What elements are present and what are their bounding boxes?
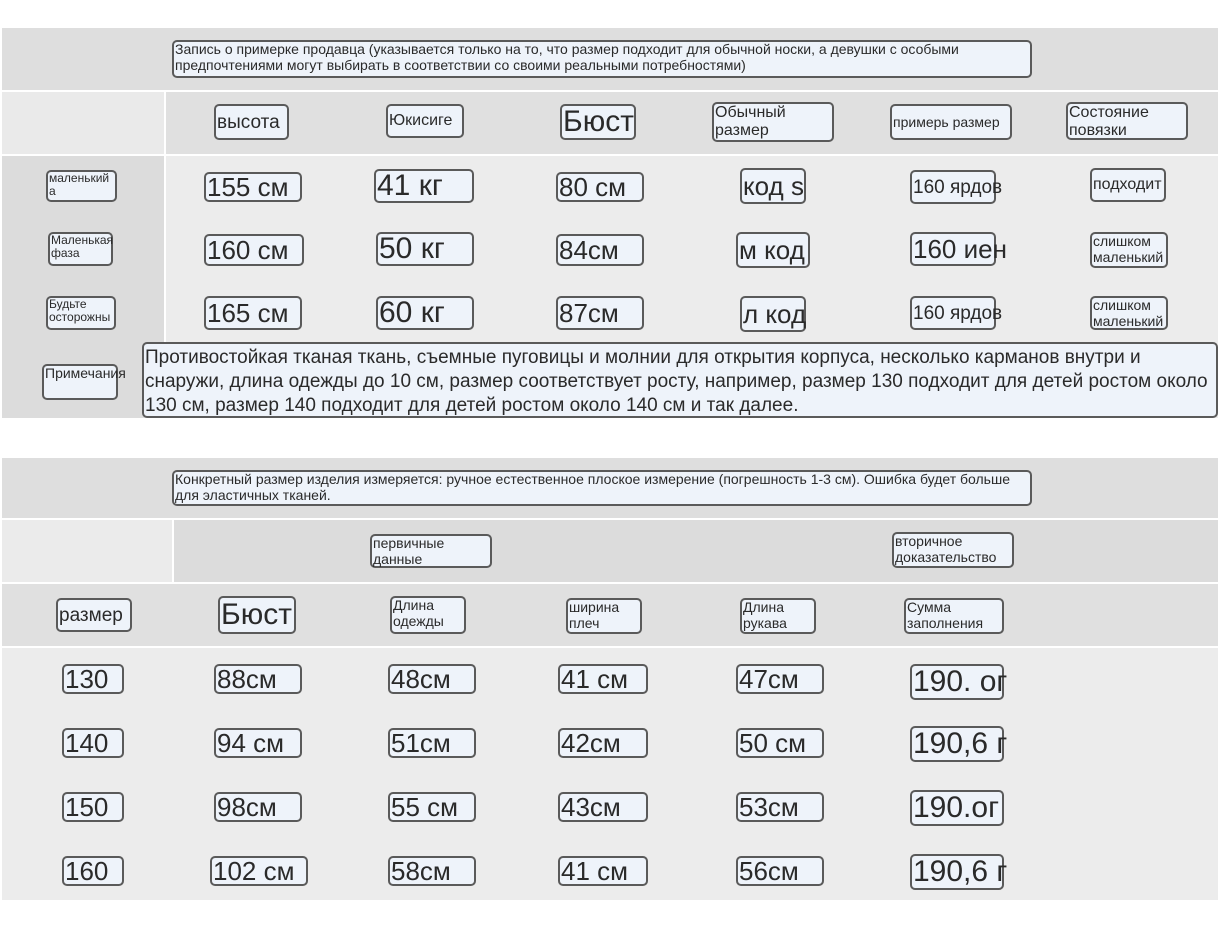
header-fill-amount: Сумма заполнения <box>904 598 1004 634</box>
t2-r1-sleeve: 47см <box>736 664 824 694</box>
table2-group-band <box>174 520 1218 582</box>
t1-r2-tried: 160 иен <box>910 232 996 266</box>
t1-r2-size: м код <box>736 232 810 268</box>
table1-caption: Запись о примерке продавца (указывается только на то, что размер подходит для обычной носки, а девушки с особыми предпочтениями могут выбирать в соответствии со своими реальными потребностями) <box>172 40 1032 78</box>
group-primary-data: первичные данные <box>370 534 492 568</box>
t1-r3-fit: слишком маленький <box>1090 296 1168 330</box>
t2-r4-bust: 102 см <box>210 856 308 886</box>
t2-r2-sleeve: 50 см <box>736 728 824 758</box>
t1-r1-fit: подходит <box>1090 168 1166 202</box>
header-garment-length: Длина одежды <box>390 596 466 634</box>
header-bust: Бюст <box>560 104 636 140</box>
t1-r1-size: код s <box>740 168 806 204</box>
t1-r3-tried: 160 ярдов <box>910 296 996 330</box>
t2-r4-shoulder: 41 см <box>558 856 648 886</box>
header-size: размер <box>56 598 132 632</box>
t1-r3-bust: 87см <box>556 296 644 330</box>
header-bust-2: Бюст <box>218 596 296 634</box>
header-usual-size: Обычный размер <box>712 102 834 142</box>
row-label-1: маленький а <box>46 170 117 202</box>
t2-r1-length: 48см <box>388 664 476 694</box>
t2-r4-length: 58см <box>388 856 476 886</box>
t1-r2-height: 160 см <box>204 234 304 266</box>
header-height: высота <box>214 104 289 140</box>
t2-r2-shoulder: 42см <box>558 728 648 758</box>
t2-r3-sleeve: 53см <box>736 792 824 822</box>
t2-r3-fill: 190.ог <box>910 790 1004 826</box>
t2-r4-sleeve: 56см <box>736 856 824 886</box>
t1-r1-height: 155 см <box>204 172 302 202</box>
t1-r3-height: 165 см <box>204 296 302 330</box>
notes-text: Противостойкая тканая ткань, съемные пуговицы и молнии для открытия корпуса, несколько карманов внутри и снаружи, длина одежды до 10 см, размер соответствует росту, например, размер 130 подходит для детей ростом около 130 см, размер 140 подходит для детей ростом около 140 см и так далее. <box>142 342 1218 418</box>
table2-caption: Конкретный размер изделия измеряется: ручное естественное плоское измерение (погрешность 1-3 см). Ошибка будет больше для эластичных тканей. <box>172 470 1032 506</box>
t2-r2-length: 51см <box>388 728 476 758</box>
t2-r4-fill: 190,6 г <box>910 854 1004 890</box>
t2-r1-fill: 190. ог <box>910 664 1004 700</box>
t2-r3-shoulder: 43см <box>558 792 648 822</box>
t1-r1-tried: 160 ярдов <box>910 170 996 204</box>
table1-corner-cell <box>2 92 164 154</box>
header-weight: Юкисиге <box>386 104 464 138</box>
header-fit-state: Состояние повязки <box>1066 102 1188 140</box>
header-sleeve-length: Длина рукава <box>740 598 816 634</box>
t2-r1-bust: 88см <box>214 664 302 694</box>
t2-r1-size: 130 <box>62 664 124 694</box>
header-shoulder-width: ширина плеч <box>566 598 642 634</box>
header-tried-size: примерь размер <box>890 104 1012 140</box>
row-label-2: Маленькая фаза <box>48 232 113 266</box>
group-secondary-proof: вторичное доказательство <box>892 532 1014 568</box>
t2-r1-shoulder: 41 см <box>558 664 648 694</box>
notes-label: Примечания <box>42 364 118 400</box>
t2-r2-fill: 190,6 г <box>910 726 1004 762</box>
table1-header-band <box>166 92 1218 154</box>
row-label-3: Будьте осторожны <box>46 296 116 330</box>
t1-r3-size: л код <box>740 296 806 332</box>
t1-r1-bust: 80 см <box>556 172 644 202</box>
t1-r2-weight: 50 кг <box>376 232 474 266</box>
t1-r2-fit: слишком маленький <box>1090 232 1168 268</box>
t2-r2-size: 140 <box>62 728 124 758</box>
t2-r4-size: 160 <box>62 856 124 886</box>
t2-r3-size: 150 <box>62 792 124 822</box>
t2-r3-length: 55 см <box>388 792 476 822</box>
t2-r3-bust: 98см <box>214 792 302 822</box>
t1-r2-bust: 84см <box>556 234 644 266</box>
t1-r3-weight: 60 кг <box>376 296 474 330</box>
t1-r1-weight: 41 кг <box>374 169 474 203</box>
table2-corner-cell <box>2 520 172 582</box>
t2-r2-bust: 94 см <box>214 728 302 758</box>
